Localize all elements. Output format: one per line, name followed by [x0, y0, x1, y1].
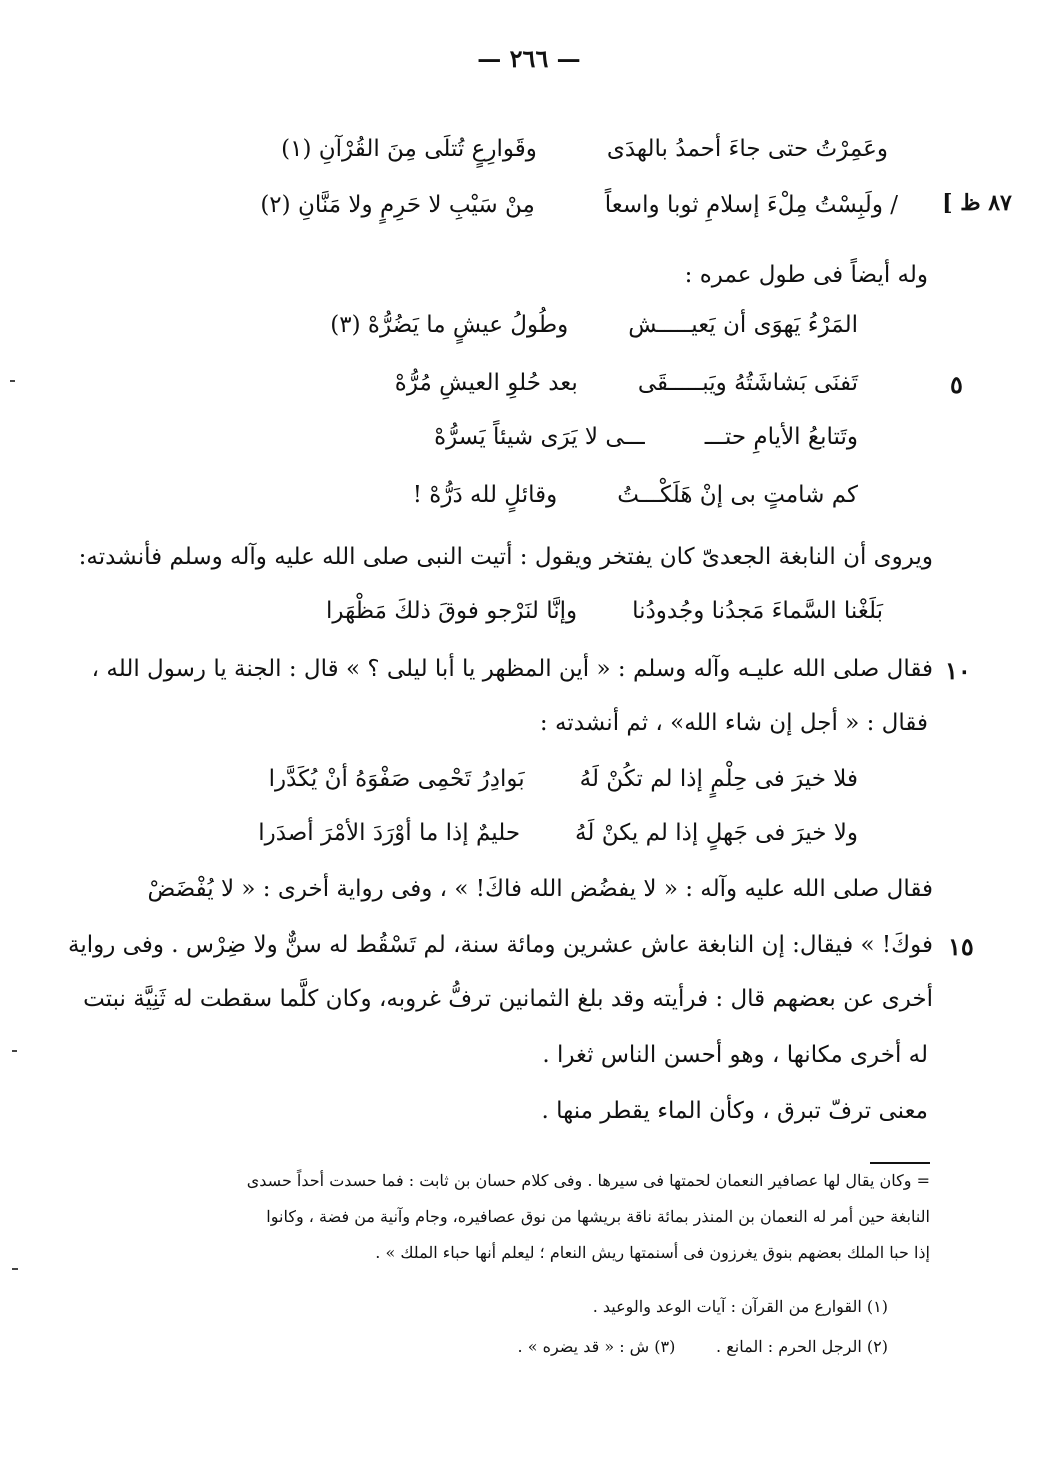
prose-line: فقال : « أجل إن شاء الله» ، ثم أنشدته : — [539, 710, 928, 736]
verse-hemistich-right: المَرْءُ يَهوَى أن يَعيـــــش — [628, 312, 858, 338]
prose-line: له أخرى مكانها ، وهو أحسن الناس ثغرا . — [542, 1042, 928, 1068]
poem-line — [434, 420, 858, 454]
poem-line — [395, 366, 858, 400]
verse-hemistich-left: وطُولُ عيشٍ ما يَضُرُّهْ (٣) — [330, 312, 569, 338]
verse-hemistich-left: ـــى لا يَرَى شيئاً يَسرُّهْ — [434, 424, 645, 450]
verse-hemistich-left: مِنْ سَيْبِ لا حَرِمٍ ولا مَنَّانِ (٢) — [260, 192, 535, 218]
folio-mark: [ ٨٧ ظ — [942, 190, 1012, 216]
verse-hemistich-left: وقائلٍ لله دَرُّهْ ! — [412, 482, 558, 508]
verse-line — [326, 594, 883, 628]
prose-line: فقال صلى الله عليـه وآله وسلم : « أين المظهر يا أبا ليلى ؟ » قال : الجنة يا رسول الله ، — [91, 656, 933, 682]
verse-line — [269, 762, 858, 796]
prose-line: أخرى عن بعضهم قال : فرأيته وقد بلغ الثمانين ترفُّ غروبه، وكان كلَّما سقطت له ثَنِيَّة نبتت — [83, 986, 933, 1012]
verse-hemistich-right: فلا خيرَ فى حِلْمٍ إذا لم تكُنْ لَهُ — [579, 766, 858, 792]
prose-line: فقال صلى الله عليه وآله : « لا يفضُض الله فاكَ! » ، وفى رواية أخرى : « لا يُفْضَضْ — [147, 876, 933, 902]
verse-hemistich-left: بَوادِرُ تَحْمِى صَفْوَهُ أنْ يُكَدَّرا — [268, 766, 525, 792]
line-number-15: ١٥ — [948, 932, 974, 961]
line-number-10: ١٠ — [945, 656, 971, 685]
intro-line: وله أيضاً فى طول عمره : — [684, 262, 928, 288]
page-number: — ٢٦٦ — — [477, 44, 581, 73]
verse-hemistich-left: بعد حُلوِ العيشِ مُرُّهْ — [394, 370, 578, 396]
verse-hemistich-right: ولا خيرَ فى جَهلٍ إذا لم يكنْ لَهُ — [575, 820, 858, 846]
footnote-rule — [870, 1162, 930, 1164]
footnote-continuation: النابغة حين أمر له النعمان بن المنذر بمائة ناقة بريشها من نوق عصافيره، وجام وآنية من فضة ، وكانوا — [266, 1207, 930, 1226]
poem-line — [330, 308, 858, 342]
verse-hemistich-right: وتَتابعُ الأيامِ حتـــ — [704, 424, 858, 450]
verse-hemistich-left: حليمٌ إذا ما أوْرَدَ الأمْرَ أصدَرا — [258, 820, 521, 846]
verse-hemistich-left: وقَوارِعٍ تُتلَى مِنَ القُرْآنِ (١) — [281, 136, 537, 162]
verse-hemistich-right: تَفنَى بَشاشَتُهُ ويَبـــــقَى — [637, 370, 858, 396]
verse-hemistich-left: وإنَّا لنَرْجو فوقَ ذلكَ مَظْهَرا — [326, 598, 578, 624]
verse-hemistich-right: وعَمِرْتُ حتى جاءَ أحمدُ بالهدَى — [606, 136, 888, 162]
verse-line — [258, 816, 858, 850]
verse-line-1 — [281, 132, 888, 166]
prose-line: ويروى أن النابغة الجعدىّ كان يفتخر ويقول : أتيت النبى صلى الله عليه وآله وسلم فأنشدته: — [78, 544, 933, 570]
footnote-1: (١) القوارع من القرآن : آيات الوعد والوعيد . — [592, 1297, 888, 1316]
poem-line — [413, 478, 858, 512]
verse-hemistich-right: كم شامتٍ بى إنْ هَلَكْـــتُ — [617, 482, 858, 508]
footnote-2-3: (٢) الرجل الحرم : المانع . (٣) ش : « قد يضره » . — [517, 1337, 888, 1356]
line-number-5: ٥ — [950, 370, 963, 399]
verse-hemistich-right: / ولَبِسْتُ مِلْءَ إسلامِ ثوبا واسعاً — [604, 192, 898, 218]
prose-line: فوكَ! » فيقال: إن النابغة عاش عشرين ومائة سنة، لم تَسْقُط له سنٌّ ولا ضِرْس . وفى رواية — [68, 932, 933, 958]
verse-hemistich-right: بَلَغْنا السَّماءَ مَجدُنا وجُدودُنا — [632, 598, 883, 624]
scan-edge-marks — [0, 0, 40, 1458]
footnote-continuation: إذا حبا الملك بعضهم بنوق يغرزون فى أسنمتها ريش النعام ؛ ليعلم أنها حباء الملك » . — [375, 1243, 930, 1262]
prose-line: معنى ترفّ تبرق ، وكأن الماء يقطر منها . — [541, 1098, 928, 1124]
footnote-continuation: = وكان يقال لها عصافير النعمان لحمتها فى سيرها . وفى كلام حسان بن ثابت : فما حسدت أحداً حسدى — [246, 1171, 930, 1190]
verse-line-2 — [260, 188, 898, 222]
